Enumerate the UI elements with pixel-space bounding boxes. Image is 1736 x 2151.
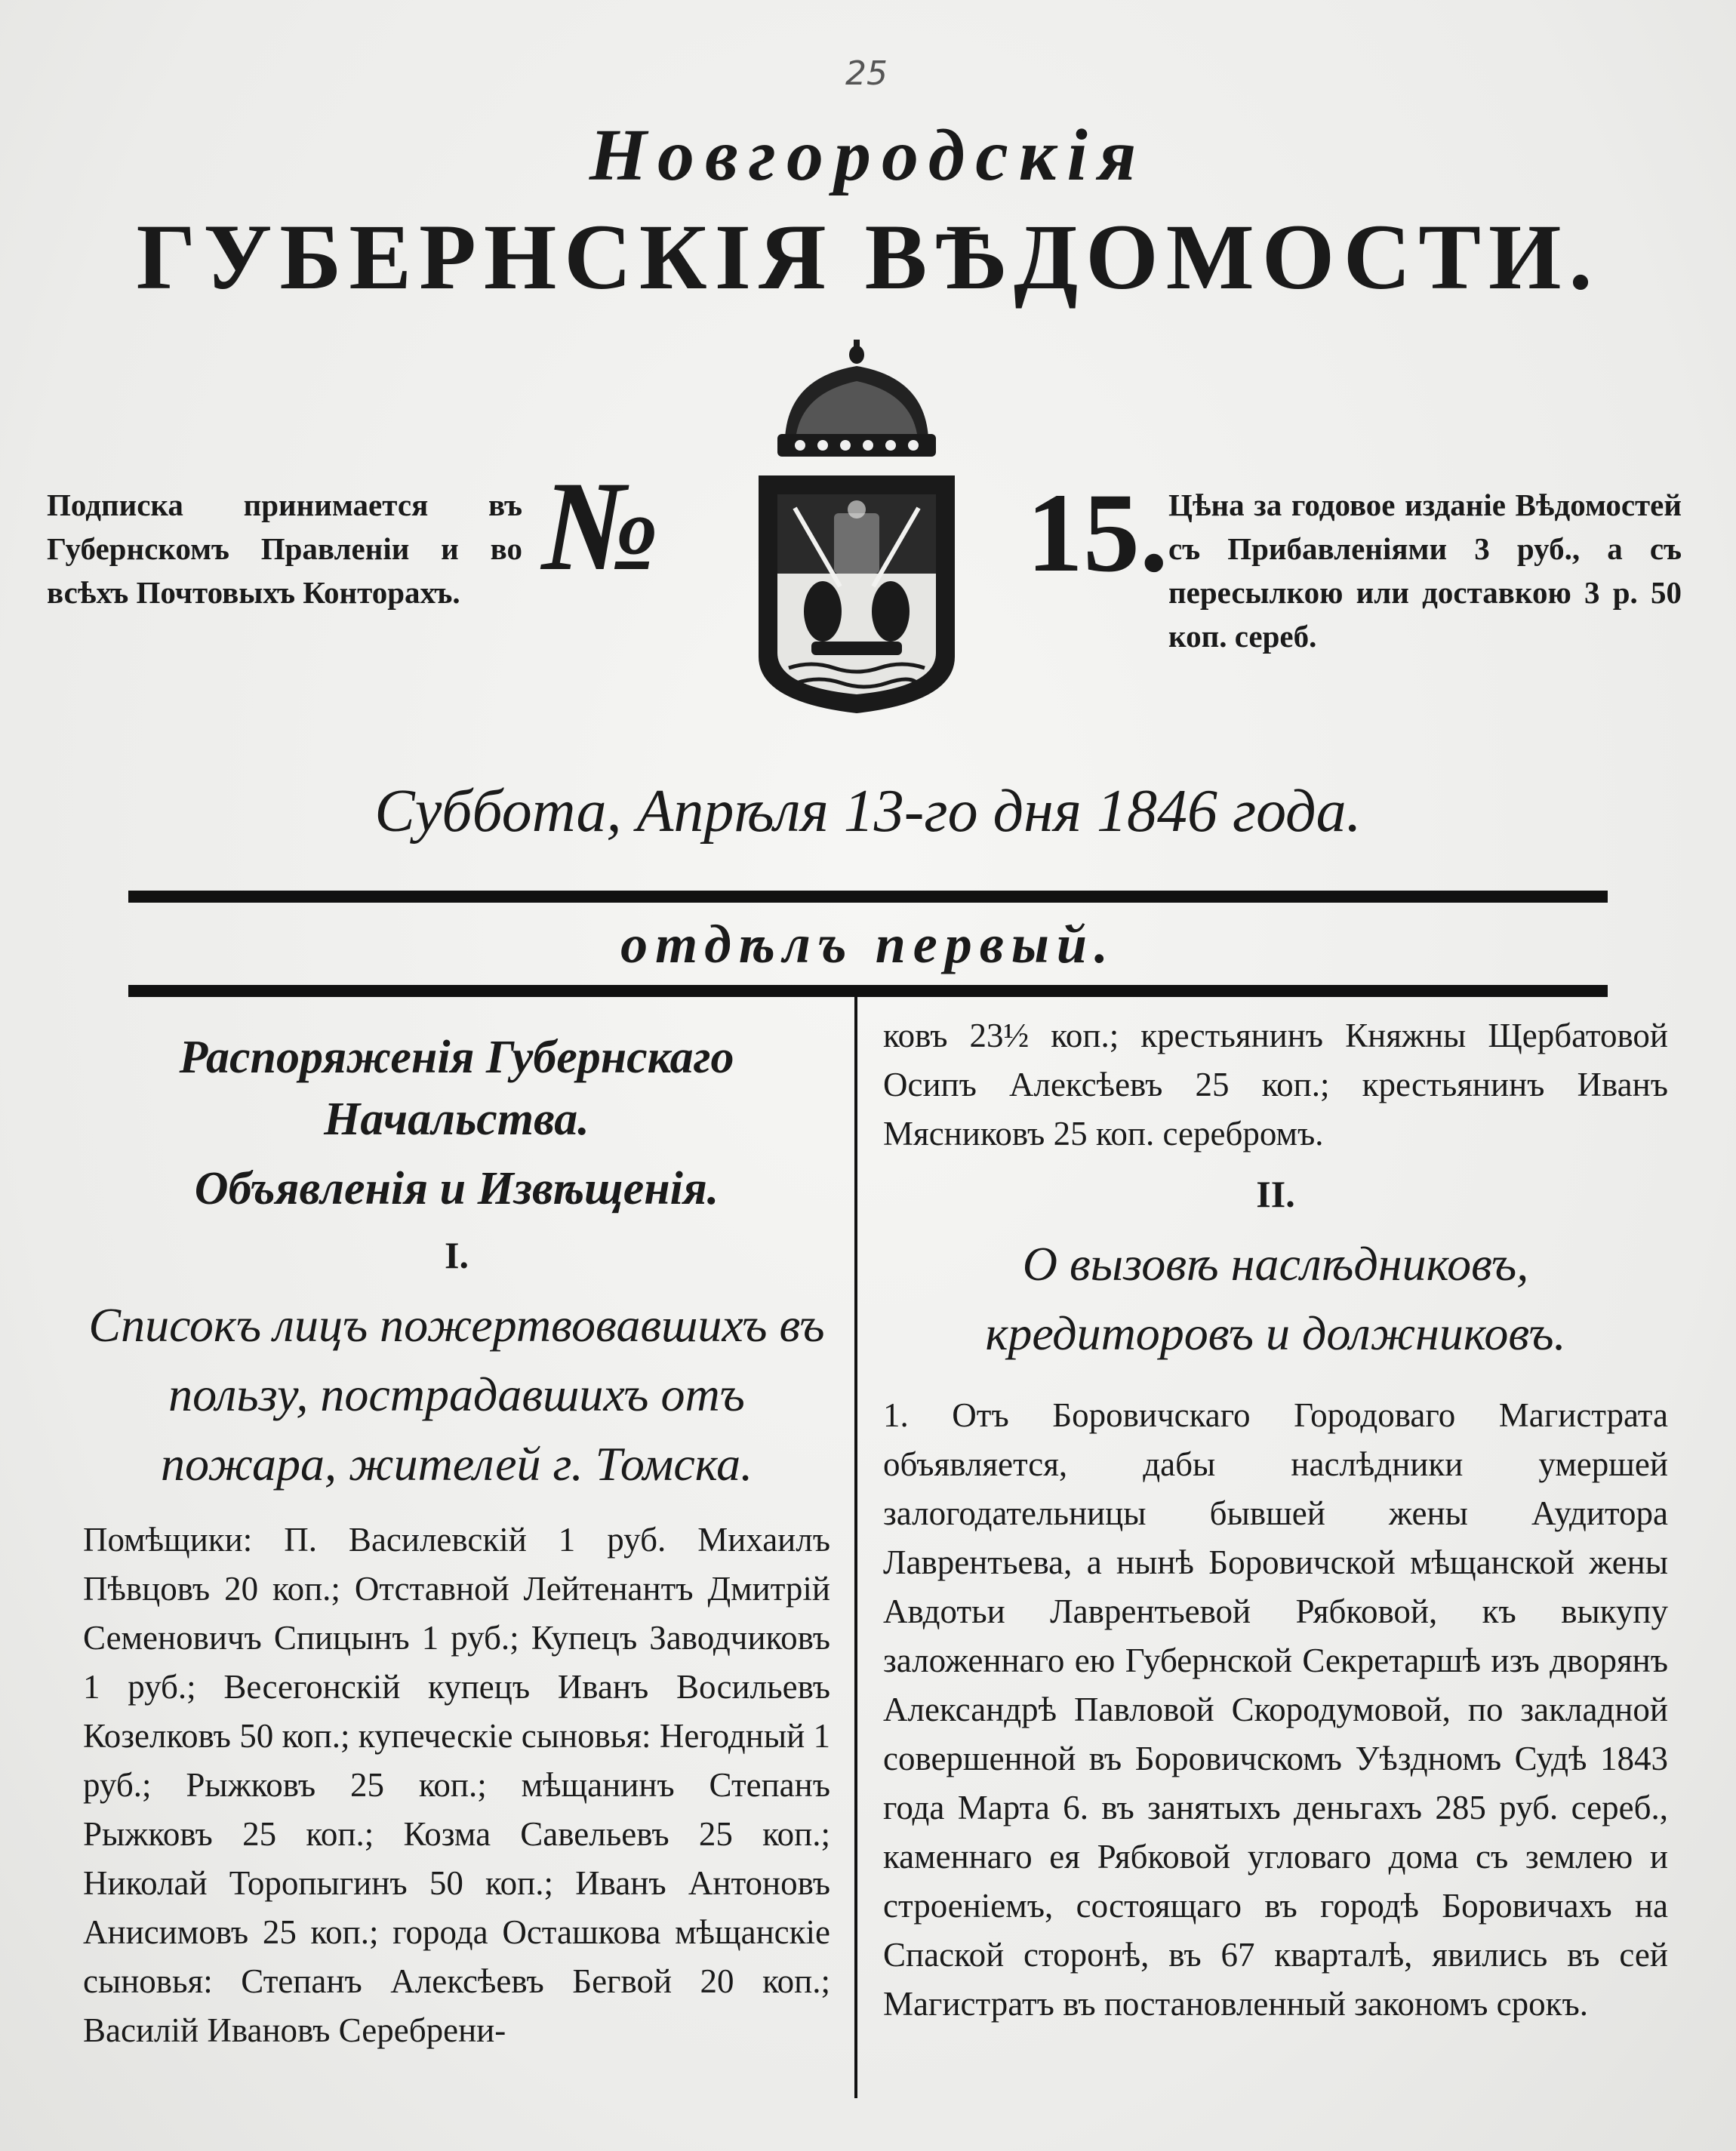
masthead-top-line: Новгородскія bbox=[589, 115, 1147, 196]
top-rule bbox=[128, 891, 1608, 903]
heading-announcements: Объявленія и Извѣщенія. bbox=[194, 1163, 719, 1214]
continuation-text: ковъ 23½ коп.; крестьянинъ Княжны Щербатовой Осипъ Алексѣевъ 25 коп.; крестьянинъ Иванъ Мясниковъ 25 коп. серебромъ. bbox=[883, 1017, 1668, 1152]
left-column bbox=[83, 1026, 830, 2055]
masthead-title: ГУБЕРНСКІЯ ВѢДОМОСТИ. bbox=[136, 205, 1600, 309]
issue-number: 15. bbox=[1027, 470, 1168, 595]
column-divider bbox=[854, 996, 857, 2098]
roman-numeral-2: II. bbox=[1256, 1173, 1295, 1215]
issue-number-sign: № bbox=[542, 455, 660, 597]
magistrate-notice-text: 1. Отъ Боровичскаго Городоваго Магистрата объявляется, дабы наслѣдники умершей залогодательницы бывшей жены Аудитора Лаврентьева, а нынѣ Боровичской мѣщанской жены Авдотьи Лаврентьевой Рябковой, къ выкупу заложеннаго ею Губернской Секретаршѣ изъ дворянъ Александрѣ Павловой Скородумовой, по закладной совершенной въ Боровичскомъ Уѣздномъ Судѣ 1843 года Марта 6. въ занятыхъ деньгахъ 285 руб. сереб., каменнаго ея Рябковой угловаго дома съ землею и строеніемъ, состоящаго въ городѣ Боровичахъ на Спаской сторонѣ, въ 67 кварталѣ, явились въ сей Магистратъ въ постановленный закономъ срокъ. bbox=[883, 1396, 1668, 2023]
heading-orders: Распоряженія Губернскаго Начальства. bbox=[179, 1032, 734, 1145]
dateline: Суббота, Апрѣля 13-го дня 1846 года. bbox=[374, 778, 1362, 845]
price-notice: Цѣна за годовое изданіе Вѣдомостей съ Прибавленіями 3 руб., а съ пересылкою или доставкою 3 р. 50 коп. сереб. bbox=[1168, 488, 1682, 654]
section-rule bbox=[128, 985, 1608, 997]
section-title: отдѣлъ первый. bbox=[620, 914, 1116, 974]
donor-list-text: Помѣщики: П. Василевскій 1 руб. Михаилъ Пѣвцовъ 20 коп.; Отставной Лейтенантъ Дмитрій Семеновичъ Спицынъ 1 руб.; Купецъ Заводчиковъ 1 руб.; Весегонскій купецъ Иванъ Восильевъ Козелковъ 50 коп.; купеческіе сыновья: Негодный 1 руб.; Рыжковъ 25 коп.; мѣщанинъ Степанъ Рыжковъ 25 коп.; Козма Савельевъ 25 коп.; Николай Торопыгинъ 50 коп.; Иванъ Антоновъ Анисимовъ 25 коп.; города Осташкова мѣщанскіе сыновья: Степанъ Алексѣевъ Бегвой 20 коп.; Василій Ивановъ Серебрени- bbox=[83, 1521, 830, 2049]
roman-numeral-1: I. bbox=[445, 1234, 469, 1276]
subscription-notice: Подписка принимается въ Губернскомъ Правленіи и во всѣхъ Почтовыхъ Конторахъ. bbox=[47, 488, 522, 610]
right-column bbox=[883, 1011, 1668, 2029]
handwritten-page-number: 25 bbox=[845, 54, 888, 93]
list-title: Списокъ лицъ пожертвовавшихъ въ пользу, пострадавшихъ отъ пожара, жителей г. Томска. bbox=[88, 1298, 825, 1491]
heirs-heading: О вызовѣ наслѣдниковъ, кредиторовъ и должниковъ. bbox=[985, 1237, 1566, 1360]
coat-of-arms-icon bbox=[743, 325, 970, 717]
